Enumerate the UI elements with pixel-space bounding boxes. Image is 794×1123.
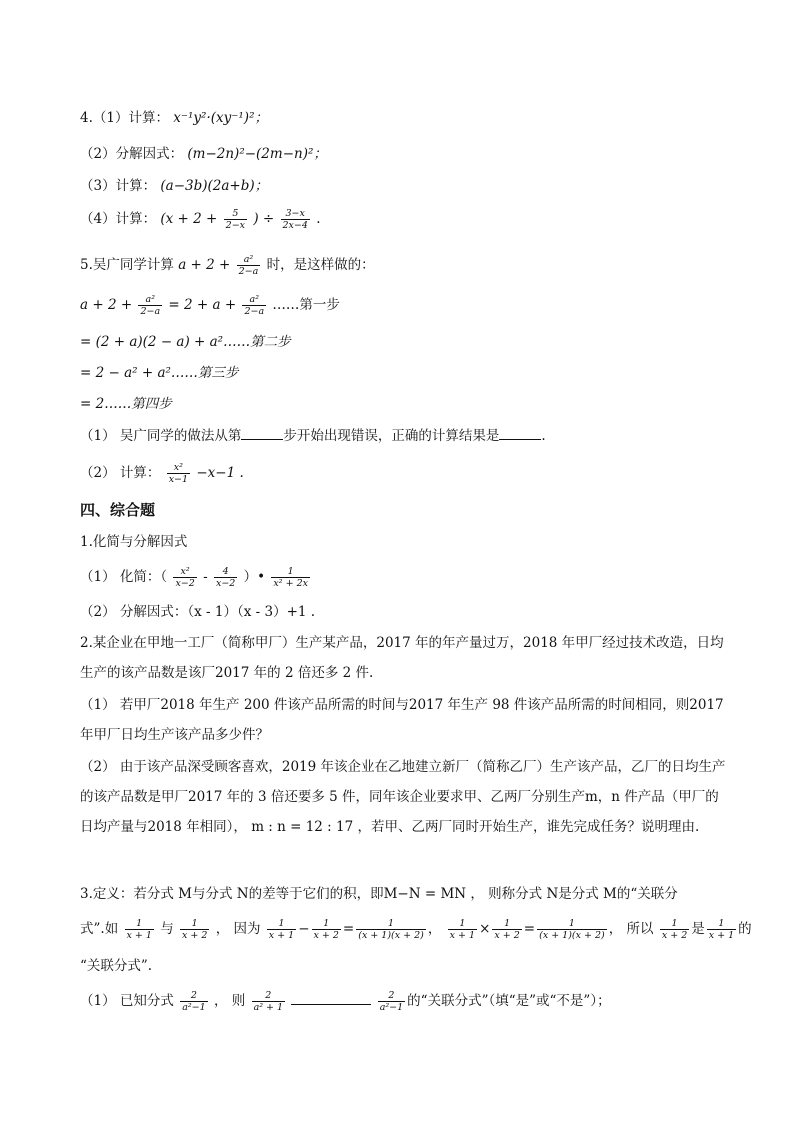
fraction bbox=[138, 294, 162, 317]
c3-example-because: ， 因为 bbox=[215, 921, 261, 937]
fraction-numerator: 2 bbox=[378, 990, 405, 1002]
q4-part3-prefix: （3）计算： bbox=[80, 178, 157, 194]
q4-part1-expression: x⁻¹y²·(xy⁻¹)²； bbox=[173, 110, 268, 126]
c1-part2: （2） 分解因式：（x - 1）（x - 3）+1 . bbox=[80, 604, 316, 620]
c3-term: “关联分式”. bbox=[80, 958, 153, 974]
fraction bbox=[224, 208, 247, 231]
q4-part2 bbox=[80, 144, 327, 164]
q5-part2-b: −x−1 . bbox=[196, 465, 244, 481]
fraction-numerator: x² bbox=[173, 566, 196, 578]
fraction-numerator: 1 bbox=[660, 918, 689, 930]
fraction bbox=[180, 990, 207, 1013]
fraction-numerator: 1 bbox=[537, 918, 607, 930]
comma: ， bbox=[427, 921, 442, 937]
fraction-numerator: 1 bbox=[492, 918, 521, 930]
fraction-denominator: 2−x bbox=[225, 220, 246, 231]
q4-part4-divide: ) ÷ bbox=[253, 211, 275, 227]
equals-sign: = bbox=[342, 921, 355, 937]
q5-step4: = 2……第四步 bbox=[80, 396, 172, 412]
fraction-numerator: 1 bbox=[180, 918, 209, 930]
q5-step1-b: = 2 + a + bbox=[168, 297, 237, 313]
fraction bbox=[167, 462, 190, 485]
fraction bbox=[237, 254, 261, 277]
c3-example-with: 与 bbox=[160, 921, 174, 937]
c2-intro: 2.某企业在甲地一工厂（简称甲厂）生产某产品，2017 年的年产量过万，2018 年甲厂经过技术改造，日均生产的该产品数是该厂2017 年的 2 倍还多 2 件. bbox=[80, 635, 724, 681]
c3-part1-a: （1） 已知分式 bbox=[80, 993, 174, 1009]
answer-blank[interactable] bbox=[499, 425, 541, 440]
c1-part1-minus: - bbox=[203, 569, 208, 585]
c3-example-a: 式”.如 bbox=[80, 921, 119, 937]
q5-part1-c: . bbox=[541, 428, 546, 444]
section-title: 四、综合题 bbox=[80, 501, 156, 519]
q4-part4-open: (x + 2 + bbox=[160, 211, 218, 227]
q4-part3 bbox=[80, 176, 268, 196]
fraction bbox=[173, 566, 196, 589]
fraction-numerator: x² bbox=[167, 462, 190, 474]
q5-part1-b: 步开始出现错误，正确的计算结果是 bbox=[283, 428, 500, 444]
fraction-denominator: x−2 bbox=[215, 578, 236, 589]
fraction-numerator: a² bbox=[237, 254, 261, 266]
c3-part1 bbox=[80, 990, 611, 1013]
fraction-numerator: 1 bbox=[707, 918, 736, 930]
minus-sign: − bbox=[298, 921, 310, 937]
c3-definition: 3.定义：若分式 M与分式 N的差等于它们的积，即M−N = MN ， 则称分式 N是分式 M的“关联分 bbox=[80, 886, 678, 902]
fraction-numerator: 1 bbox=[271, 566, 310, 578]
fraction-numerator: 2 bbox=[180, 990, 207, 1002]
c3-part1-c: 的“关联分式”（填“是”或“不是”）； bbox=[407, 993, 611, 1009]
fraction-denominator: a² + 1 bbox=[253, 1002, 284, 1013]
fraction-numerator: 4 bbox=[214, 566, 237, 578]
fraction-denominator: x−2 bbox=[175, 578, 195, 589]
fraction-denominator: 2−a bbox=[140, 306, 161, 317]
q4-part3-expression: (a−3b)(2a+b)； bbox=[160, 178, 269, 194]
q4-part1 bbox=[80, 108, 268, 128]
c2-part2: （2） 由于该产品深受顾客喜欢，2019 年该企业在乙地建立新厂（简称乙厂）生产该产品，乙厂的日均生产的该产品数是甲厂2017 年的 3 倍还要多 5 件，同年该企业要求甲、乙两厂分别生产m，n 件产品（甲厂的日均产量与2018 年相同）， m : n = 12 : 17 ，若甲、乙两厂同时开始生产，谁先完成任务？说明理由. bbox=[80, 759, 726, 835]
fraction-denominator: x + 1 bbox=[708, 930, 735, 941]
c1-title: 1.化简与分解因式 bbox=[80, 534, 188, 550]
c3-example-so: ， 所以 bbox=[608, 921, 654, 937]
q5-intro-a: 5.吴广同学计算 bbox=[80, 257, 174, 273]
fraction-numerator: a² bbox=[138, 294, 162, 306]
fraction-denominator: 2−a bbox=[238, 266, 259, 277]
q5-part1 bbox=[80, 425, 546, 446]
fraction bbox=[271, 566, 310, 589]
fraction bbox=[448, 918, 477, 941]
fraction-denominator: x + 1 bbox=[268, 930, 295, 941]
fraction bbox=[312, 918, 341, 941]
fraction-denominator: 2−a bbox=[244, 306, 265, 317]
fraction bbox=[180, 918, 209, 941]
q5-step1 bbox=[80, 294, 340, 317]
q5-step1-a: a + 2 + bbox=[80, 297, 133, 313]
fraction bbox=[267, 918, 296, 941]
fraction-numerator: a² bbox=[242, 294, 266, 306]
fraction-numerator: 1 bbox=[356, 918, 426, 930]
fraction bbox=[242, 294, 266, 317]
q5-step1-c: ……第一步 bbox=[272, 297, 340, 313]
c3-example-of: 的 bbox=[738, 921, 752, 937]
fraction-denominator: x + 2 bbox=[313, 930, 339, 941]
fraction-denominator: a²−1 bbox=[182, 1002, 206, 1013]
fraction-denominator: 2x−4 bbox=[282, 220, 308, 231]
q5-intro bbox=[80, 254, 375, 277]
answer-blank[interactable] bbox=[241, 425, 283, 440]
times-sign: × bbox=[479, 921, 491, 937]
q4-part4-prefix: （4）计算： bbox=[80, 211, 157, 227]
equals-sign: = bbox=[523, 921, 536, 937]
fraction-numerator: 5 bbox=[224, 208, 247, 220]
fraction bbox=[378, 990, 405, 1013]
q5-part1-a: （1） 吴广同学的做法从第 bbox=[80, 428, 242, 444]
fraction bbox=[214, 566, 237, 589]
fraction-denominator: x + 2 bbox=[182, 930, 208, 941]
q4-part4 bbox=[80, 208, 321, 231]
fraction bbox=[537, 918, 607, 941]
q5-intro-expression: a + 2 + bbox=[178, 257, 231, 273]
fraction-denominator: x² + 2x bbox=[273, 578, 308, 589]
c1-part1-a: （1） 化简：（ bbox=[80, 569, 168, 585]
c3-example-is: 是 bbox=[691, 921, 705, 937]
q4-part1-prefix: 4.（1）计算： bbox=[80, 110, 169, 126]
q5-part2 bbox=[80, 462, 244, 485]
fraction-numerator: 1 bbox=[312, 918, 341, 930]
fraction-numerator: 1 bbox=[448, 918, 477, 930]
fraction bbox=[492, 918, 521, 941]
fraction bbox=[660, 918, 689, 941]
fraction-numerator: 1 bbox=[125, 918, 154, 930]
c3-example bbox=[80, 918, 752, 941]
fraction-numerator: 3−x bbox=[281, 208, 310, 220]
q4-part2-prefix: （2）分解因式： bbox=[80, 146, 184, 162]
fraction-denominator: x−1 bbox=[168, 474, 189, 485]
fraction-numerator: 1 bbox=[267, 918, 296, 930]
fraction-numerator: 2 bbox=[252, 990, 286, 1002]
fraction-denominator: x + 2 bbox=[661, 930, 688, 941]
c2-part1: （1） 若甲厂2018 年生产 200 件该产品所需的时间与2017 年生产 98 件该产品所需的时间相同，则2017 年甲厂日均生产该产品多少件？ bbox=[80, 697, 724, 743]
q4-part2-expression: (m−2n)²−(2m−n)²； bbox=[187, 146, 327, 162]
answer-blank[interactable] bbox=[291, 990, 371, 1005]
fraction-denominator: x + 2 bbox=[494, 930, 520, 941]
fraction bbox=[707, 918, 736, 941]
c1-part1 bbox=[80, 566, 312, 589]
c1-part1-b: ）• bbox=[243, 569, 266, 585]
fraction-denominator: (x + 1)(x + 2) bbox=[358, 930, 424, 941]
fraction bbox=[281, 208, 310, 231]
c3-part1-b: ， 则 bbox=[213, 993, 246, 1009]
fraction-denominator: x + 1 bbox=[126, 930, 152, 941]
q5-step3: = 2 − a² + a²……第三步 bbox=[80, 365, 239, 381]
fraction-denominator: (x + 1)(x + 2) bbox=[539, 930, 605, 941]
q4-part4-end: . bbox=[316, 211, 321, 227]
q5-intro-b: 时，是这样做的： bbox=[266, 257, 375, 273]
fraction bbox=[125, 918, 154, 941]
fraction-denominator: x + 1 bbox=[449, 930, 476, 941]
fraction bbox=[252, 990, 286, 1013]
q5-step2: = (2 + a)(2 − a) + a²……第二步 bbox=[80, 334, 291, 350]
q5-part2-a: （2） 计算： bbox=[80, 465, 161, 481]
fraction-denominator: a²−1 bbox=[379, 1002, 404, 1013]
fraction bbox=[356, 918, 426, 941]
